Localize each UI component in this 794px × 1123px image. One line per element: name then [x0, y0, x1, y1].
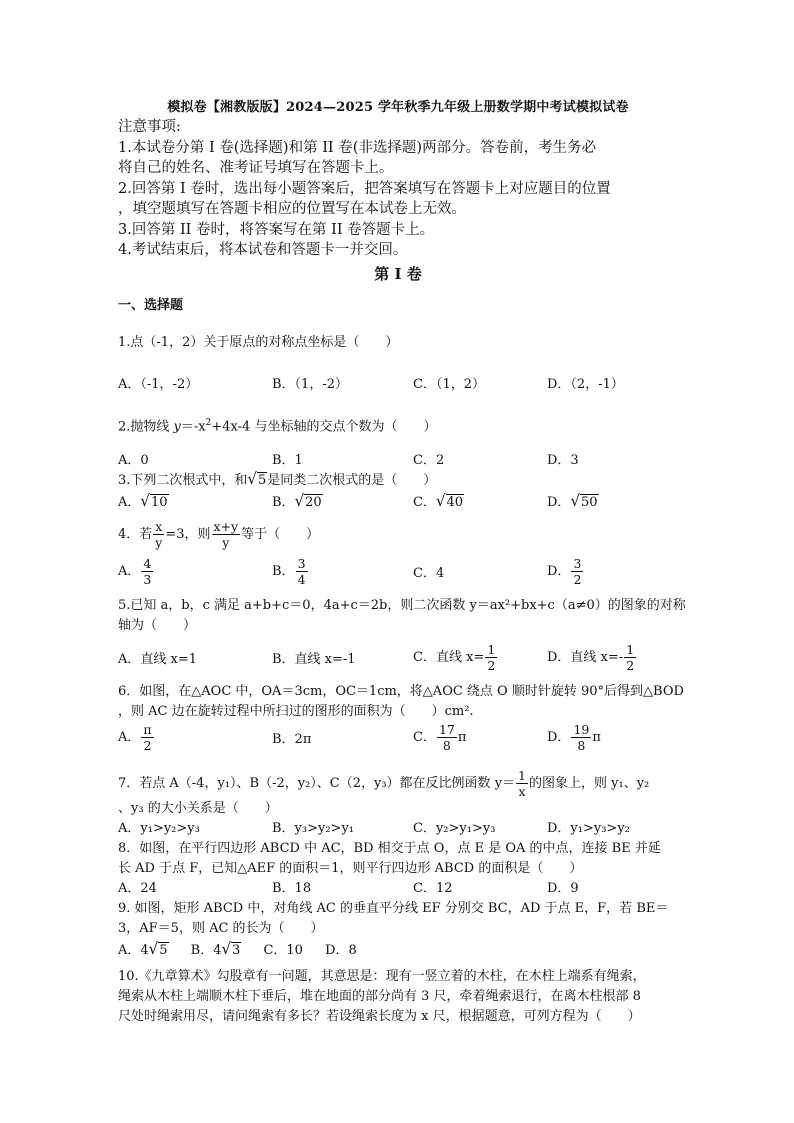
- question-7: [118, 768, 678, 839]
- notice-line: 3.回答第 II 卷时，将答案写在第 II 卷答题卡上。: [118, 221, 435, 238]
- option-b[interactable]: B．4√3: [190, 939, 241, 959]
- option-b[interactable]: B．1: [272, 452, 303, 468]
- stem-text: 是同类二次根式的是（ ）: [267, 472, 437, 488]
- option-row: [118, 819, 678, 839]
- question-3: [118, 469, 678, 513]
- question-2: [118, 413, 678, 469]
- denominator: 4: [297, 571, 306, 587]
- section-title: 一、选择题: [118, 297, 184, 313]
- option-b[interactable]: B．y₃>y₂>y₁: [272, 820, 355, 836]
- question-stem: ，则 AC 边在旋转过程中所扫过的图形的面积为（ ）cm².: [118, 703, 474, 719]
- option-c[interactable]: C．√40: [413, 491, 464, 511]
- option-row: [118, 939, 678, 961]
- option-suffix: π: [457, 729, 467, 745]
- stem-text: 等于（ ）: [241, 526, 320, 542]
- numerator: x: [155, 518, 163, 534]
- question-stem: 长 AD 于点 F，已知△AEF 的面积＝1，则平行四边形 ABCD 的面积是（ ）: [118, 860, 583, 876]
- denominator: 8: [442, 737, 451, 753]
- option-label: B．4: [190, 942, 222, 958]
- question-6: [118, 682, 684, 762]
- radicand: 5: [257, 472, 267, 488]
- option-d[interactable]: [547, 722, 601, 753]
- numerator: 1: [487, 641, 496, 657]
- option-b[interactable]: [272, 556, 309, 587]
- option-c[interactable]: [413, 642, 498, 673]
- option-a[interactable]: A．直线 x=1: [118, 651, 198, 667]
- option-d[interactable]: [547, 642, 637, 673]
- exam-title: 模拟卷【湘教版版】2024—2025 学年秋季九年级上册数学期中考试模拟试卷: [167, 100, 629, 115]
- stem-sup: 2: [205, 417, 212, 428]
- stem-text: +4x-4 与坐标轴的交点个数为（ ）: [211, 418, 437, 434]
- option-row: [118, 556, 678, 596]
- option-label: C．: [413, 494, 436, 510]
- numerator: 4: [143, 555, 152, 571]
- stem-text: 的图象上，则 y₁、y₂: [529, 775, 650, 791]
- option-d[interactable]: D．（2，-1）: [547, 376, 624, 392]
- option-d[interactable]: D．√50: [547, 491, 598, 511]
- numerator: 1: [518, 767, 526, 783]
- fraction: [516, 768, 528, 799]
- stem-text: 7．若点 A（-4，y₁）、B（-2，y₂）、C（2，y₃）都在反比例函数 y＝: [118, 775, 516, 791]
- option-b[interactable]: B．√20: [272, 491, 322, 511]
- notice-line: 将自己的姓名、准考证号填写在答题卡上。: [118, 160, 394, 176]
- option-c[interactable]: C．2: [413, 452, 445, 468]
- denominator: 2: [487, 657, 496, 673]
- notice-line: 2.回答第 I 卷时，选出每小题答案后，把答案填写在答题卡上对应题目的位置: [118, 180, 611, 197]
- option-b[interactable]: B．18: [272, 880, 312, 896]
- numerator: 1: [626, 641, 635, 657]
- option-a[interactable]: A．4√5: [118, 939, 168, 959]
- option-a[interactable]: A．√10: [118, 491, 168, 511]
- option-label: C．直线 x=: [413, 649, 485, 665]
- question-stem: [118, 519, 678, 550]
- notice-line: 4.考试结束后，将本试卷和答题卡一并交回。: [118, 242, 408, 258]
- option-label: D．直线 x=-: [547, 649, 624, 665]
- option-label: C．: [413, 729, 436, 745]
- denominator: 2: [626, 657, 635, 673]
- fraction: [153, 519, 164, 550]
- question-1: [118, 333, 678, 399]
- question-5: [118, 596, 686, 682]
- option-c[interactable]: C．4: [413, 565, 445, 581]
- denominator: 3: [143, 571, 152, 587]
- numerator: 17: [438, 721, 455, 737]
- numerator: 3: [573, 555, 582, 571]
- notice-line: ，填空题填写在答题卡相应的位置写在本试卷上无效。: [118, 201, 466, 217]
- question-stem: 10.《九章算术》勾股章有一问题，其意思是：现有一竖立着的木柱，在木柱上端系有绳索，: [118, 968, 646, 984]
- radicand: 50: [581, 494, 598, 510]
- stem-text: =3，则: [165, 526, 211, 542]
- notice-block: [118, 117, 678, 261]
- option-b[interactable]: B．（1，-2）: [272, 376, 348, 392]
- option-a[interactable]: A．（-1，-2）: [118, 376, 199, 392]
- radicand: 10: [150, 494, 168, 510]
- notice-heading: 注意事项:: [118, 119, 181, 135]
- stem-text: 2.抛物线: [118, 418, 174, 434]
- question-stem: [118, 413, 678, 437]
- question-stem: 8．如图，在平行四边形 ABCD 中 AC，BD 相交于点 O，点 E 是 OA 的中点，连接 BE 并延: [118, 840, 661, 856]
- denominator: 2: [143, 737, 152, 753]
- option-label: A．: [118, 494, 141, 510]
- option-label: A．4: [118, 942, 149, 958]
- question-stem: 9. 如图，矩形 ABCD 中，对角线 AC 的垂直平分线 EF 分别交 BC，AD 于点 E，F，若 BE＝: [118, 900, 669, 916]
- denominator: y: [222, 534, 230, 550]
- question-stem: [118, 768, 678, 799]
- option-row: [118, 722, 678, 762]
- question-stem: 绳索从木柱上端顺木柱下垂后，堆在地面的部分尚有 3 尺，牵着绳索退行，在离木柱根部 8: [118, 988, 641, 1004]
- option-row: [118, 642, 678, 682]
- option-c[interactable]: C．y₂>y₁>y₃: [413, 820, 496, 836]
- denominator: y: [155, 534, 163, 550]
- question-10: [118, 967, 678, 1027]
- question-stem: [118, 469, 678, 491]
- option-c[interactable]: [413, 722, 466, 753]
- option-c[interactable]: C．（1，2）: [413, 376, 485, 392]
- stem-text: ＝-x: [180, 418, 206, 434]
- option-d[interactable]: D．8: [325, 942, 357, 958]
- option-row: [118, 879, 678, 899]
- question-stem: 轴为（ ）: [118, 617, 197, 633]
- radicand: 20: [305, 494, 322, 510]
- question-8: [118, 839, 678, 899]
- option-label: B．: [272, 563, 295, 579]
- option-b[interactable]: B．直线 x=-1: [272, 651, 356, 667]
- question-stem: 、y₃ 的大小关系是（ ）: [118, 800, 278, 816]
- notice-line: 1.本试卷分第 I 卷(选择题)和第 II 卷(非选择题)两部分。答卷前，考生务必: [118, 139, 597, 156]
- option-suffix: π: [592, 729, 601, 745]
- option-d[interactable]: D．9: [547, 880, 579, 896]
- question-stem: 6．如图，在△AOC 中，OA＝3cm，OC＝1cm，将△AOC 绕点 O 顺时针旋转 90°后得到△BOD: [118, 683, 684, 699]
- option-row: [118, 375, 678, 399]
- option-c[interactable]: C．12: [413, 880, 453, 896]
- option-label: D．: [547, 729, 571, 745]
- option-c[interactable]: C．10: [263, 942, 303, 958]
- option-a[interactable]: [118, 722, 155, 753]
- fraction: [212, 519, 241, 550]
- question-stem: 1.点（-1，2）关于原点的对称点坐标是（ ）: [118, 334, 399, 350]
- radicand: 3: [232, 942, 241, 958]
- option-label: A．: [118, 729, 141, 745]
- denominator: x: [518, 783, 526, 799]
- option-a[interactable]: A．y₁>y₂>y₃: [118, 820, 200, 836]
- option-b[interactable]: B．2π: [272, 731, 312, 747]
- option-row: [118, 491, 678, 513]
- denominator: 8: [577, 737, 586, 753]
- option-label: D．: [547, 563, 571, 579]
- question-stem: 3，AF＝5，则 AC 的长为（ ）: [118, 920, 324, 936]
- numerator: x+y: [213, 518, 239, 534]
- numerator: π: [143, 721, 152, 737]
- numerator: 3: [297, 555, 306, 571]
- stem-var: y: [173, 418, 181, 434]
- question-stem: 5.已知 a，b，c 满足 a+b+c＝0，4a+c＝2b，则二次函数 y＝ax²+bx+c（a≠0）的图象的对称: [118, 597, 686, 613]
- option-label: A．: [118, 563, 141, 579]
- numerator: 19: [573, 721, 590, 737]
- option-a[interactable]: A．0: [118, 452, 149, 468]
- question-9: [118, 899, 678, 961]
- option-d[interactable]: D．y₁>y₃>y₂: [547, 820, 630, 836]
- option-label: D．: [547, 494, 571, 510]
- stem-text: 3.下列二次根式中，和: [118, 472, 248, 488]
- sqrt-expression: √5: [247, 469, 267, 489]
- part-title: 第 I 卷: [374, 264, 422, 283]
- question-stem: 尺处时绳索用尽，请问绳索有多长？若设绳索长度为 x 尺，根据题意，可列方程为（ ）: [118, 1008, 641, 1024]
- denominator: 2: [573, 571, 582, 587]
- option-a[interactable]: A．24: [118, 880, 157, 896]
- exam-page: [118, 96, 686, 1027]
- radicand: 40: [446, 494, 464, 510]
- question-4: [118, 519, 678, 596]
- radicand: 5: [159, 942, 168, 958]
- stem-text: 4．若: [118, 526, 153, 542]
- option-label: B．: [272, 494, 295, 510]
- option-a[interactable]: [118, 556, 154, 587]
- option-d[interactable]: D．3: [547, 452, 579, 468]
- option-row: [118, 451, 678, 469]
- option-d[interactable]: [547, 556, 584, 587]
